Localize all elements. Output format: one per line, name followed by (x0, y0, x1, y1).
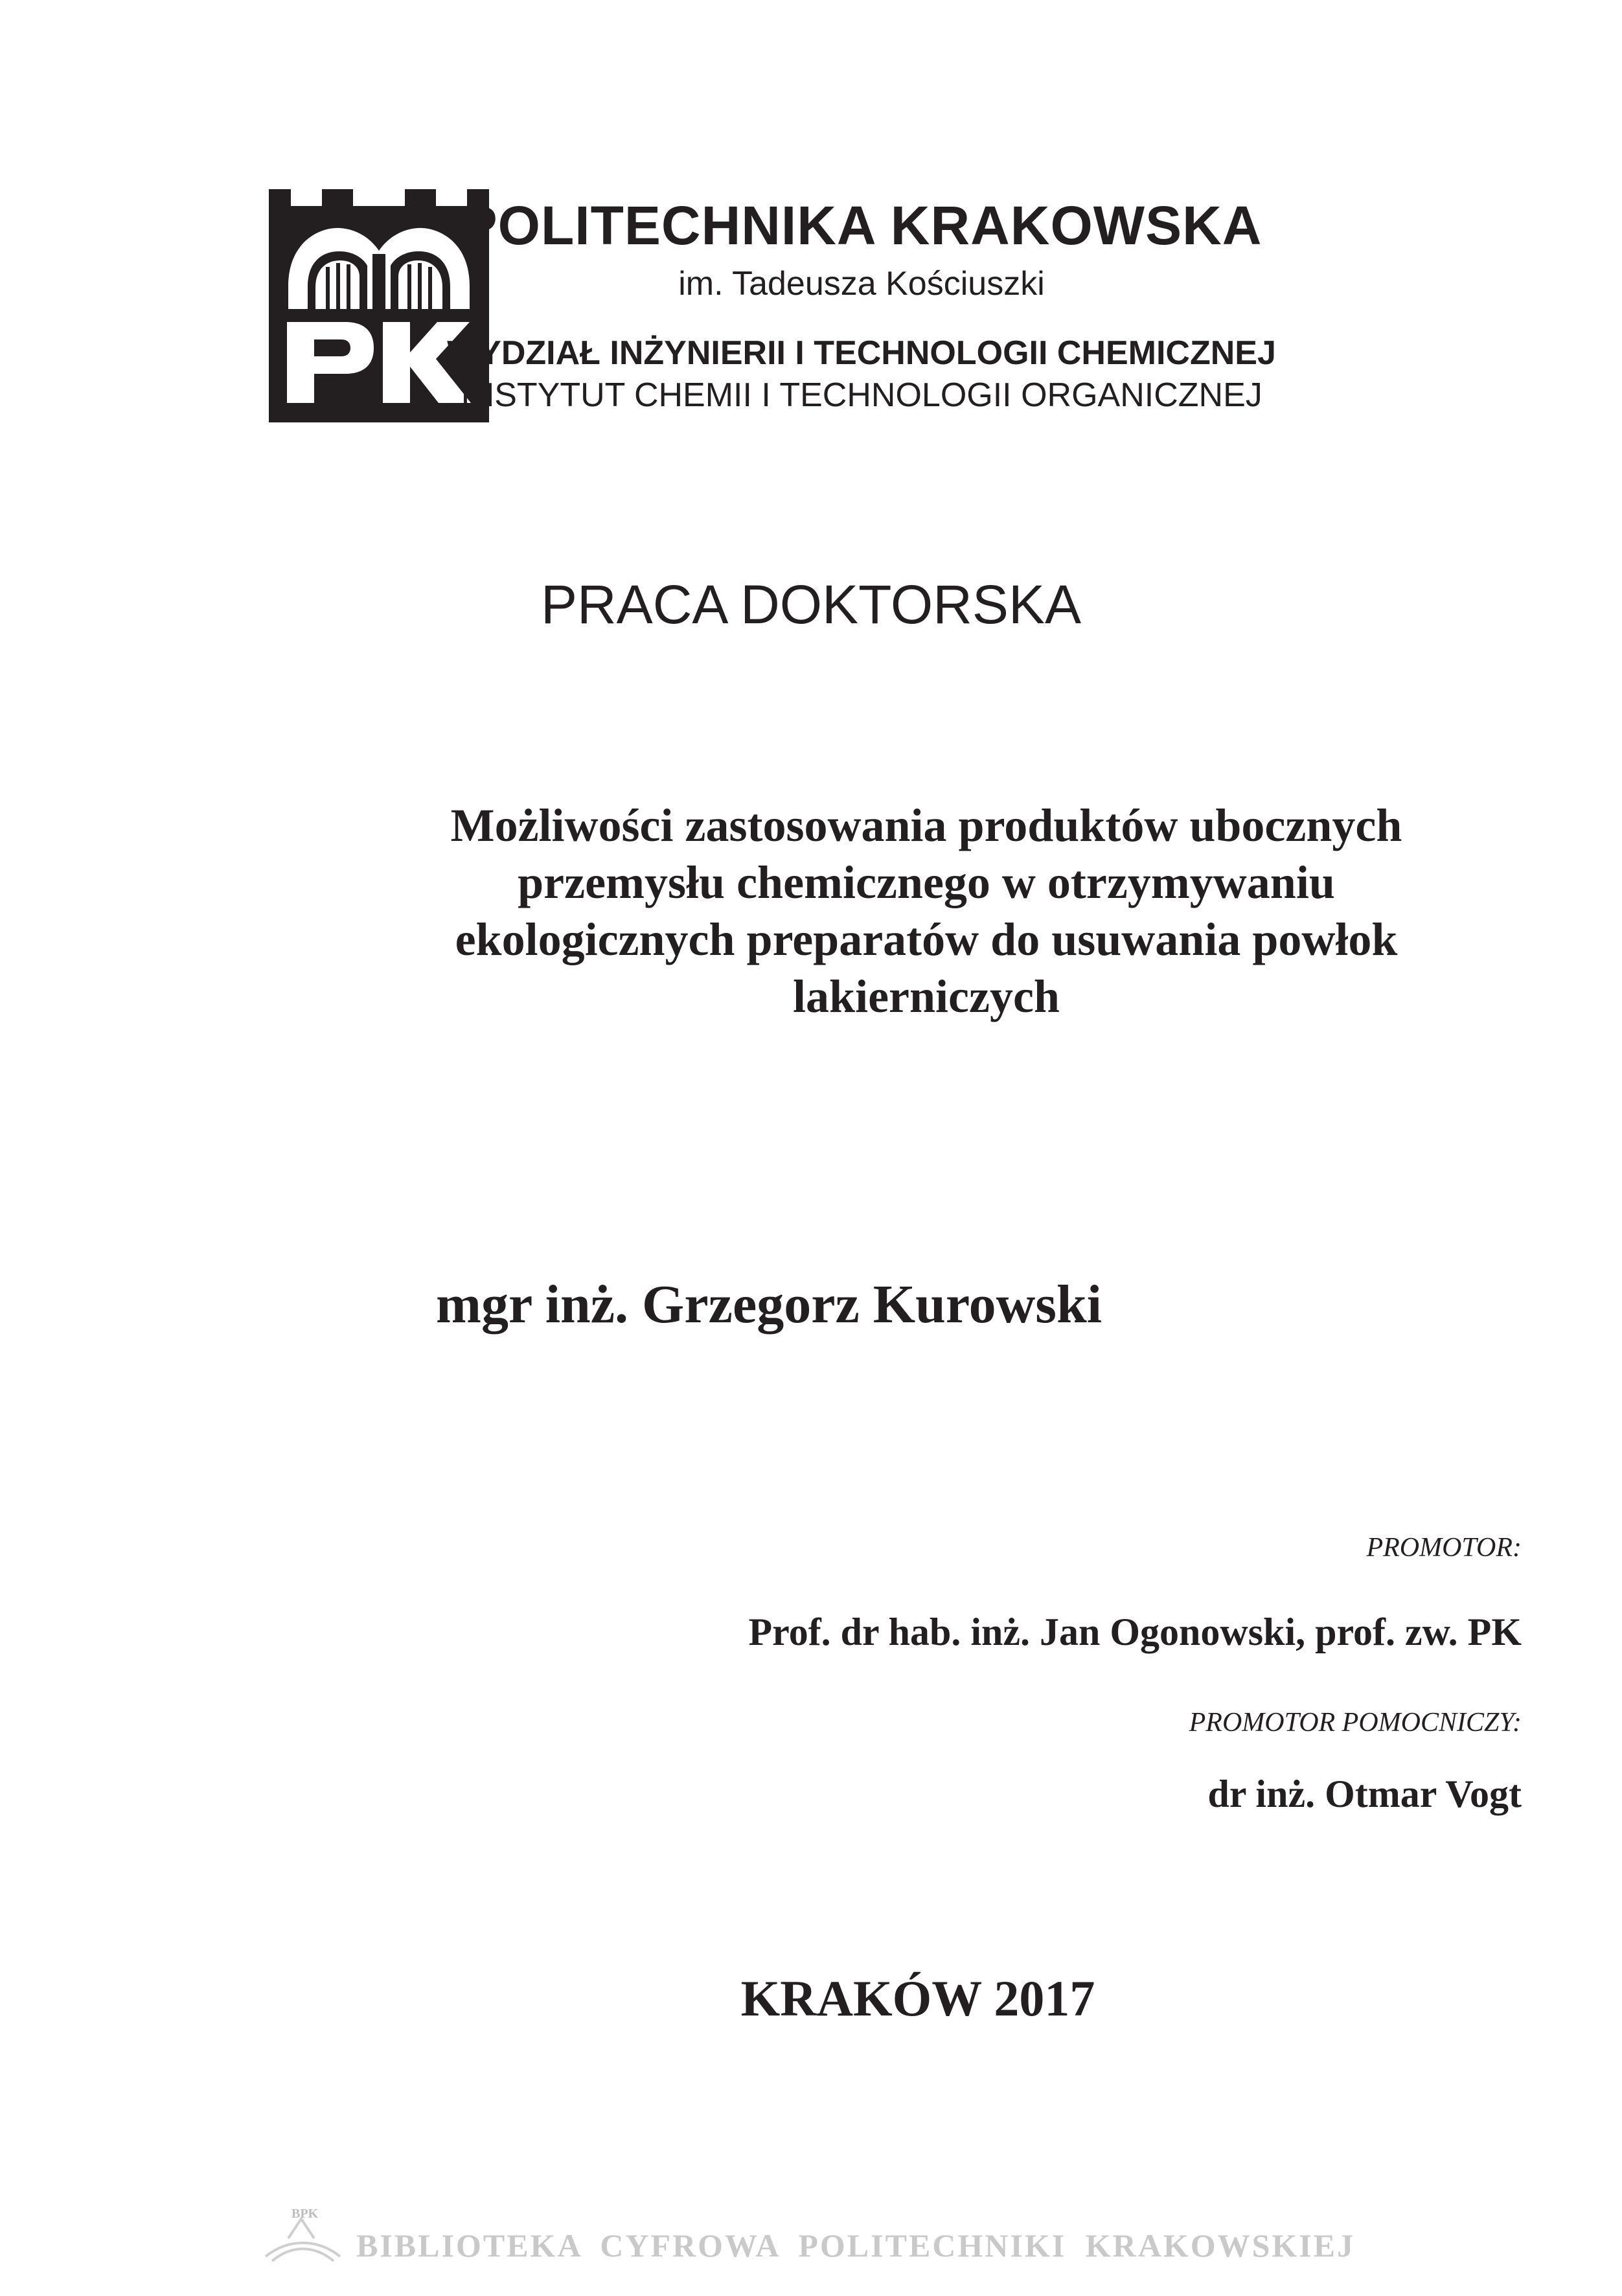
aux-promotor-label: PROMOTOR POMOCNICZY: (1189, 1708, 1522, 1738)
aux-promotor-name: dr inż. Otmar Vogt (1207, 1773, 1522, 1815)
thesis-title-line: Możliwości zastosowania produktów ubocznych (450, 799, 1402, 851)
city-year: KRAKÓW 2017 (740, 1970, 1095, 2026)
library-watermark (253, 2199, 1393, 2271)
thesis-title-line: lakierniczych (793, 970, 1060, 1022)
library-watermark-text: BIBLIOTEKA CYFROWA POLITECHNIKI KRAKOWSKIEJ (356, 2227, 1356, 2264)
thesis-type: PRACA DOKTORSKA (540, 574, 1081, 635)
library-logo-icon (253, 2199, 350, 2271)
faculty-name: WYDZIAŁ INŻYNIERII I TECHNOLOGII CHEMICZNEJ (447, 334, 1276, 372)
university-patron: im. Tadeusza Kościuszki (678, 265, 1045, 303)
university-name: POLITECHNIKA KRAKOWSKA (461, 195, 1262, 256)
thesis-title (291, 797, 1561, 1025)
author-name: mgr inż. Grzegorz Kurowski (435, 1274, 1102, 1335)
thesis-title-line: przemysłu chemicznego w otrzymywaniu (518, 856, 1335, 908)
institute-name: INSTYTUT CHEMII I TECHNOLOGII ORGANICZNEJ (461, 376, 1262, 414)
library-logo-text: BPK (291, 2207, 319, 2221)
thesis-title-line: ekologicznych preparatów do usuwania powłok (455, 913, 1398, 965)
promotor-name: Prof. dr hab. inż. Jan Ogonowski, prof. zw. PK (748, 1611, 1522, 1653)
promotor-label: PROMOTOR: (1366, 1533, 1522, 1563)
